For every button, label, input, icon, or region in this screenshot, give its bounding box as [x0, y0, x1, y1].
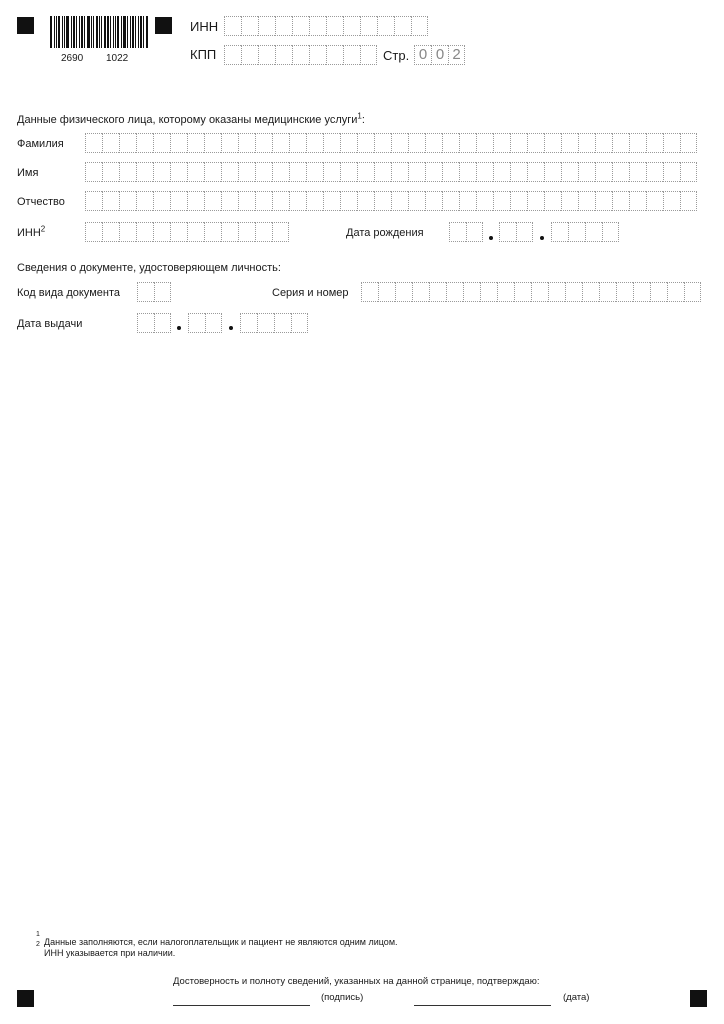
input-cell[interactable]	[272, 162, 289, 182]
input-cell[interactable]	[170, 222, 187, 242]
input-cell[interactable]	[459, 191, 476, 211]
issue-date-month-cells[interactable]	[188, 313, 222, 333]
series-number-label: Серия и номер	[272, 287, 349, 299]
barcode-bar	[73, 16, 75, 48]
input-cell[interactable]	[258, 16, 275, 36]
input-cell[interactable]	[357, 133, 374, 153]
input-cell[interactable]	[582, 282, 599, 302]
input-cell[interactable]	[595, 133, 612, 153]
person-inn-label-text: ИНН	[17, 227, 41, 239]
input-cell[interactable]	[510, 133, 527, 153]
birthdate-day-cells[interactable]	[449, 222, 483, 242]
input-cell[interactable]	[374, 133, 391, 153]
input-cell[interactable]	[292, 16, 309, 36]
input-cell[interactable]	[408, 162, 425, 182]
input-cell[interactable]	[136, 191, 153, 211]
input-cell[interactable]	[274, 313, 291, 333]
input-cell[interactable]	[187, 222, 204, 242]
issue-date-day-cells[interactable]	[137, 313, 171, 333]
input-cell[interactable]	[595, 191, 612, 211]
input-cell[interactable]	[255, 191, 272, 211]
input-cell[interactable]	[323, 162, 340, 182]
input-cell[interactable]	[224, 16, 241, 36]
input-cell[interactable]	[258, 45, 275, 65]
input-cell[interactable]	[442, 133, 459, 153]
date-line[interactable]	[414, 1005, 551, 1006]
barcode-bar	[56, 16, 57, 48]
input-cell[interactable]	[578, 133, 595, 153]
input-cell[interactable]	[395, 282, 412, 302]
input-cell[interactable]	[221, 222, 238, 242]
input-cell[interactable]	[680, 191, 697, 211]
input-cell[interactable]	[289, 162, 306, 182]
input-cell[interactable]	[599, 282, 616, 302]
input-cell[interactable]	[544, 162, 561, 182]
signature-caption: (подпись)	[321, 992, 364, 1003]
barcode-bar	[146, 16, 148, 48]
input-cell[interactable]	[119, 162, 136, 182]
input-cell[interactable]	[102, 191, 119, 211]
input-cell[interactable]	[289, 133, 306, 153]
input-cell[interactable]	[85, 222, 102, 242]
patronymic-cells[interactable]	[85, 191, 697, 211]
input-cell[interactable]	[411, 16, 428, 36]
input-cell[interactable]	[429, 282, 446, 302]
footnote-ref-2: 2	[40, 224, 46, 234]
input-cell[interactable]	[408, 191, 425, 211]
input-cell[interactable]	[616, 282, 633, 302]
input-cell[interactable]	[340, 162, 357, 182]
input-cell[interactable]	[137, 313, 154, 333]
input-cell[interactable]	[85, 191, 102, 211]
barcode-bar	[132, 16, 134, 48]
person-inn-cells[interactable]	[85, 222, 289, 242]
issue-date-separator-dot-2	[229, 326, 233, 330]
input-cell[interactable]	[240, 313, 257, 333]
page-number-label: Стр.	[383, 48, 410, 63]
input-cell[interactable]	[272, 133, 289, 153]
input-cell[interactable]	[119, 222, 136, 242]
input-cell[interactable]	[510, 162, 527, 182]
input-cell[interactable]	[425, 162, 442, 182]
date-caption: (дата)	[563, 992, 590, 1003]
page-digit-1: 0	[414, 45, 431, 65]
person-section-title-text: Данные физического лица, которому оказаны медицинские услуги	[17, 114, 358, 126]
person-inn-label	[17, 224, 46, 240]
input-cell[interactable]	[323, 191, 340, 211]
input-cell[interactable]	[561, 162, 578, 182]
input-cell[interactable]	[241, 16, 258, 36]
input-cell[interactable]	[446, 282, 463, 302]
barcode-bar	[104, 16, 106, 48]
input-cell[interactable]	[102, 222, 119, 242]
input-cell[interactable]	[102, 133, 119, 153]
barcode-bar	[84, 16, 85, 48]
input-cell[interactable]	[238, 162, 255, 182]
input-cell[interactable]	[568, 222, 585, 242]
input-cell[interactable]	[612, 162, 629, 182]
input-cell[interactable]	[391, 133, 408, 153]
input-cell[interactable]	[188, 313, 205, 333]
input-cell[interactable]	[275, 45, 292, 65]
input-cell[interactable]	[476, 191, 493, 211]
input-cell[interactable]	[221, 191, 238, 211]
barcode-bar	[113, 16, 114, 48]
input-cell[interactable]	[137, 282, 154, 302]
footnote-number-2: 2	[36, 941, 40, 948]
patronymic-label: Отчество	[17, 196, 65, 208]
barcode-bar	[140, 16, 142, 48]
input-cell[interactable]	[548, 282, 565, 302]
input-cell[interactable]	[275, 16, 292, 36]
input-cell[interactable]	[412, 282, 429, 302]
barcode-number-right: 1022	[106, 53, 129, 64]
doc-type-label: Код вида документа	[17, 287, 120, 299]
header-kpp-cells[interactable]	[224, 45, 377, 65]
barcode-bar	[66, 16, 69, 48]
input-cell[interactable]	[531, 282, 548, 302]
header-inn-label: ИНН	[190, 19, 219, 34]
input-cell[interactable]	[561, 191, 578, 211]
person-section-title-suffix: :	[361, 114, 365, 126]
input-cell[interactable]	[680, 133, 697, 153]
input-cell[interactable]	[578, 162, 595, 182]
birthdate-separator-dot-2	[540, 236, 544, 240]
input-cell[interactable]	[612, 133, 629, 153]
barcode-bar	[96, 16, 98, 48]
barcode-bar	[135, 16, 136, 48]
input-cell[interactable]	[153, 133, 170, 153]
input-cell[interactable]	[360, 45, 377, 65]
input-cell[interactable]	[374, 191, 391, 211]
input-cell[interactable]	[499, 222, 516, 242]
input-cell[interactable]	[408, 133, 425, 153]
input-cell[interactable]	[551, 222, 568, 242]
input-cell[interactable]	[476, 133, 493, 153]
input-cell[interactable]	[224, 45, 241, 65]
barcode-bar	[54, 16, 55, 48]
barcode-bar	[123, 16, 126, 48]
footnote-text-2: ИНН указывается при наличии.	[44, 948, 176, 958]
input-cell[interactable]	[309, 45, 326, 65]
input-cell[interactable]	[204, 222, 221, 242]
input-cell[interactable]	[516, 222, 533, 242]
input-cell[interactable]	[497, 282, 514, 302]
input-cell[interactable]	[442, 191, 459, 211]
input-cell[interactable]	[326, 16, 343, 36]
input-cell[interactable]	[221, 162, 238, 182]
input-cell[interactable]	[221, 133, 238, 153]
input-cell[interactable]	[663, 162, 680, 182]
corner-marker-top-left	[17, 17, 34, 34]
input-cell[interactable]	[343, 45, 360, 65]
input-cell[interactable]	[119, 133, 136, 153]
doc-type-cells[interactable]	[137, 282, 171, 302]
input-cell[interactable]	[680, 162, 697, 182]
input-cell[interactable]	[544, 133, 561, 153]
input-cell[interactable]	[255, 222, 272, 242]
input-cell[interactable]	[154, 282, 171, 302]
input-cell[interactable]	[272, 222, 289, 242]
input-cell[interactable]	[343, 16, 360, 36]
footnote-number-1: 1	[36, 931, 40, 938]
input-cell[interactable]	[514, 282, 531, 302]
input-cell[interactable]	[85, 162, 102, 182]
input-cell[interactable]	[306, 191, 323, 211]
input-cell[interactable]	[527, 162, 544, 182]
input-cell[interactable]	[476, 162, 493, 182]
input-cell[interactable]	[309, 16, 326, 36]
input-cell[interactable]	[463, 282, 480, 302]
birthdate-month-cells[interactable]	[499, 222, 533, 242]
input-cell[interactable]	[425, 133, 442, 153]
input-cell[interactable]	[650, 282, 667, 302]
input-cell[interactable]	[459, 162, 476, 182]
input-cell[interactable]	[646, 191, 663, 211]
input-cell[interactable]	[326, 45, 343, 65]
birthdate-label: Дата рождения	[346, 227, 424, 239]
barcode-bar	[115, 16, 116, 48]
input-cell[interactable]	[154, 313, 171, 333]
barcode-bar	[99, 16, 100, 48]
input-cell[interactable]	[442, 162, 459, 182]
input-cell[interactable]	[459, 133, 476, 153]
name-cells[interactable]	[85, 162, 697, 182]
page-number-cells	[414, 45, 465, 65]
barcode-bar	[121, 16, 122, 48]
input-cell[interactable]	[684, 282, 701, 302]
input-cell[interactable]	[323, 133, 340, 153]
input-cell[interactable]	[205, 313, 222, 333]
input-cell[interactable]	[629, 133, 646, 153]
page-digit-3: 2	[448, 45, 465, 65]
input-cell[interactable]	[493, 191, 510, 211]
input-cell[interactable]	[241, 45, 258, 65]
header-inn-cells[interactable]	[224, 16, 428, 36]
header-kpp-label: КПП	[190, 47, 217, 62]
input-cell[interactable]	[272, 191, 289, 211]
input-cell[interactable]	[663, 191, 680, 211]
input-cell[interactable]	[340, 191, 357, 211]
person-section-title	[17, 111, 365, 127]
corner-marker-bottom-left	[17, 990, 34, 1007]
surname-label: Фамилия	[17, 138, 64, 150]
input-cell[interactable]	[306, 133, 323, 153]
input-cell[interactable]	[187, 133, 204, 153]
input-cell[interactable]	[493, 162, 510, 182]
corner-marker-top-right	[155, 17, 172, 34]
input-cell[interactable]	[561, 133, 578, 153]
issue-date-year-cells[interactable]	[240, 313, 308, 333]
input-cell[interactable]	[187, 191, 204, 211]
name-label: Имя	[17, 167, 39, 179]
barcode-bar	[93, 16, 94, 48]
page-digit-2: 0	[431, 45, 448, 65]
barcode-bar	[50, 16, 52, 48]
input-cell[interactable]	[391, 191, 408, 211]
input-cell[interactable]	[663, 133, 680, 153]
input-cell[interactable]	[204, 191, 221, 211]
input-cell[interactable]	[136, 222, 153, 242]
barcode-bar	[76, 16, 77, 48]
input-cell[interactable]	[602, 222, 619, 242]
input-cell[interactable]	[646, 133, 663, 153]
input-cell[interactable]	[667, 282, 684, 302]
input-cell[interactable]	[544, 191, 561, 211]
input-cell[interactable]	[170, 133, 187, 153]
barcode-bar	[71, 16, 72, 48]
barcode-bar	[58, 16, 60, 48]
input-cell[interactable]	[306, 162, 323, 182]
input-cell[interactable]	[578, 191, 595, 211]
input-cell[interactable]	[204, 133, 221, 153]
input-cell[interactable]	[289, 191, 306, 211]
barcode-bar	[79, 16, 80, 48]
series-number-cells[interactable]	[361, 282, 701, 302]
input-cell[interactable]	[238, 191, 255, 211]
barcode-number-left: 2690	[61, 53, 84, 64]
barcode-bar	[143, 16, 144, 48]
corner-marker-bottom-right	[690, 990, 707, 1007]
issue-date-label: Дата выдачи	[17, 318, 83, 330]
input-cell[interactable]	[629, 191, 646, 211]
barcode	[50, 16, 149, 48]
input-cell[interactable]	[170, 162, 187, 182]
barcode-bar	[127, 16, 128, 48]
input-cell[interactable]	[357, 162, 374, 182]
input-cell[interactable]	[85, 133, 102, 153]
confirmation-text: Достоверность и полноту сведений, указанных на данной странице, подтверждаю:	[173, 976, 540, 987]
birthdate-year-cells[interactable]	[551, 222, 619, 242]
input-cell[interactable]	[357, 191, 374, 211]
input-cell[interactable]	[119, 191, 136, 211]
input-cell[interactable]	[340, 133, 357, 153]
input-cell[interactable]	[238, 222, 255, 242]
barcode-bar	[130, 16, 131, 48]
input-cell[interactable]	[527, 191, 544, 211]
input-cell[interactable]	[466, 222, 483, 242]
input-cell[interactable]	[646, 162, 663, 182]
barcode-bar	[107, 16, 109, 48]
input-cell[interactable]	[136, 133, 153, 153]
barcode-bar	[87, 16, 90, 48]
input-cell[interactable]	[136, 162, 153, 182]
input-cell[interactable]	[480, 282, 497, 302]
input-cell[interactable]	[585, 222, 602, 242]
barcode-bar	[62, 16, 63, 48]
input-cell[interactable]	[377, 16, 394, 36]
input-cell[interactable]	[292, 45, 309, 65]
input-cell[interactable]	[612, 191, 629, 211]
signature-line[interactable]	[173, 1005, 310, 1006]
input-cell[interactable]	[595, 162, 612, 182]
input-cell[interactable]	[527, 133, 544, 153]
input-cell[interactable]	[204, 162, 221, 182]
surname-cells[interactable]	[85, 133, 697, 153]
issue-date-separator-dot-1	[177, 326, 181, 330]
footnote-text-1: Данные заполняются, если налогоплательщик и пациент не являются одним лицом.	[44, 937, 398, 947]
input-cell[interactable]	[378, 282, 395, 302]
barcode-bar	[138, 16, 139, 48]
input-cell[interactable]	[629, 162, 646, 182]
input-cell[interactable]	[360, 16, 377, 36]
input-cell[interactable]	[425, 191, 442, 211]
input-cell[interactable]	[170, 191, 187, 211]
input-cell[interactable]	[510, 191, 527, 211]
barcode-bar	[101, 16, 102, 48]
barcode-bar	[81, 16, 83, 48]
input-cell[interactable]	[391, 162, 408, 182]
footnote-ref-1: 1	[357, 111, 362, 121]
input-cell[interactable]	[449, 222, 466, 242]
input-cell[interactable]	[255, 162, 272, 182]
input-cell[interactable]	[361, 282, 378, 302]
barcode-bar	[117, 16, 119, 48]
input-cell[interactable]	[633, 282, 650, 302]
barcode-bar	[110, 16, 111, 48]
barcode-bar	[64, 16, 65, 48]
input-cell[interactable]	[153, 222, 170, 242]
input-cell[interactable]	[374, 162, 391, 182]
input-cell[interactable]	[394, 16, 411, 36]
input-cell[interactable]	[493, 133, 510, 153]
input-cell[interactable]	[238, 133, 255, 153]
document-section-title: Сведения о документе, удостоверяющем личность:	[17, 262, 281, 274]
input-cell[interactable]	[257, 313, 274, 333]
input-cell[interactable]	[153, 191, 170, 211]
birthdate-separator-dot-1	[489, 236, 493, 240]
barcode-bar	[91, 16, 92, 48]
input-cell[interactable]	[255, 133, 272, 153]
input-cell[interactable]	[153, 162, 170, 182]
input-cell[interactable]	[187, 162, 204, 182]
input-cell[interactable]	[102, 162, 119, 182]
input-cell[interactable]	[291, 313, 308, 333]
input-cell[interactable]	[565, 282, 582, 302]
